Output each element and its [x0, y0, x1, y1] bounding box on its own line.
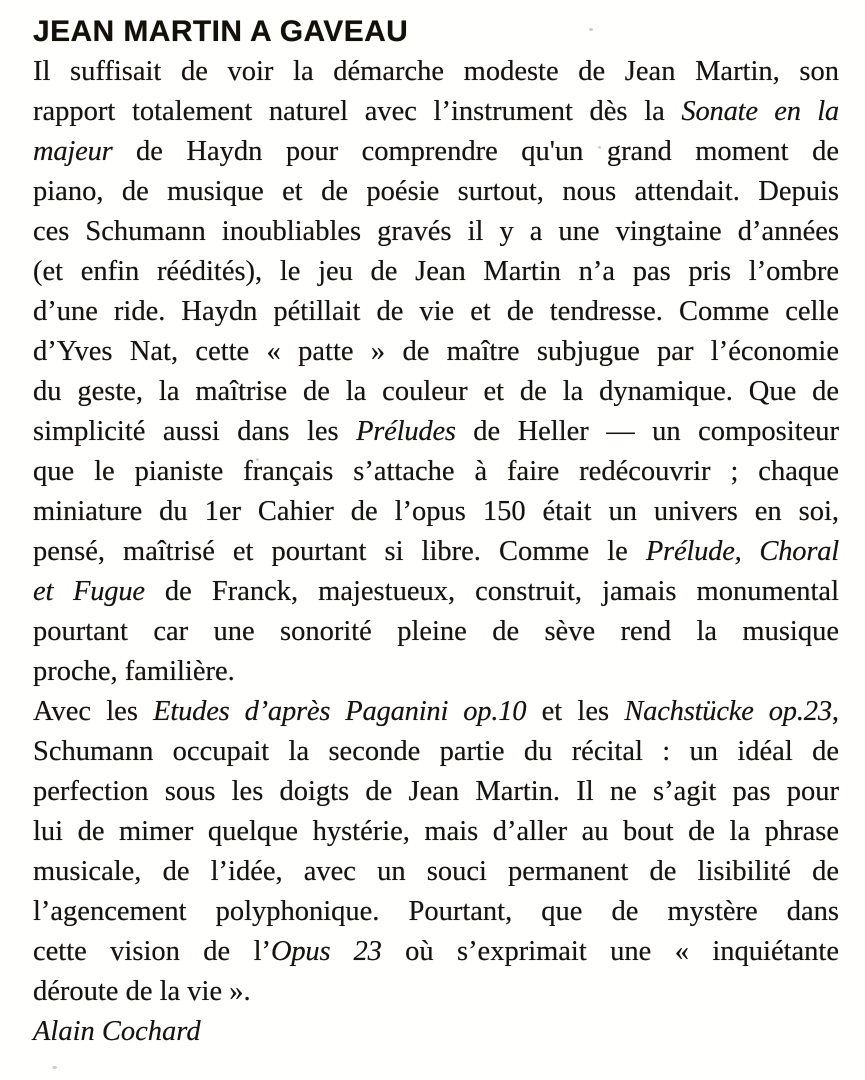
work-title-italic: et Fugue — [33, 576, 145, 607]
text-line — [33, 92, 839, 132]
text-line — [33, 372, 839, 412]
text-segment: du geste, la maîtrise de la couleur et de la dynamique. Que de — [33, 376, 839, 407]
text-segment: que le pianiste français s’attache à faire redécouvrir ; chaque — [33, 456, 839, 487]
text-line — [33, 172, 839, 212]
work-title-italic: Sonate en la — [681, 96, 839, 127]
work-title-italic: Préludes — [356, 416, 456, 447]
text-segment: où s’exprimait une « inquiétante — [381, 936, 839, 967]
text-segment: et les — [526, 696, 625, 727]
text-segment: déroute de la vie ». — [33, 976, 251, 1007]
text-line — [33, 412, 839, 452]
text-segment: perfection sous les doigts de Jean Martin. Il ne s’agit pas pour — [33, 776, 839, 807]
article-title: JEAN MARTIN A GAVEAU — [33, 15, 409, 48]
text-segment: simplicité aussi dans les — [33, 416, 357, 447]
text-segment: musicale, de l’idée, avec un souci permanent de lisibilité de — [33, 856, 839, 887]
text-line — [33, 532, 839, 572]
scan-speck — [256, 458, 259, 461]
text-segment: pourtant car une sonorité pleine de sève rend la musique — [33, 616, 839, 647]
text-segment: piano, de musique et de poésie surtout, nous attendait. Depuis — [33, 176, 839, 207]
paragraph — [33, 692, 839, 1012]
work-title-italic: Etudes d’après Paganini op.10 — [153, 696, 527, 727]
text-segment: rapport totalement naturel avec l’instrument dès la — [33, 96, 682, 127]
text-segment: lui de mimer quelque hystérie, mais d’aller au bout de la phrase — [33, 816, 839, 847]
text-line — [33, 212, 839, 252]
text-segment: d’une ride. Haydn pétillait de vie et de tendresse. Comme celle — [33, 296, 839, 327]
text-segment: ces Schumann inoubliables gravés il y a une vingtaine d’années — [33, 216, 839, 247]
text-line — [33, 132, 839, 172]
scan-speck — [598, 146, 601, 149]
text-segment: de Heller — un compositeur — [455, 416, 839, 447]
text-line — [33, 492, 839, 532]
scan-speck — [589, 28, 593, 31]
text-segment: Il suffisait de voir la démarche modeste de Jean Martin, son — [33, 56, 839, 87]
article-body — [33, 52, 839, 1012]
text-segment: d’Yves Nat, cette « patte » de maître subjugue par l’économie — [33, 336, 839, 367]
paragraph — [33, 52, 839, 692]
text-segment: Schumann occupait la seconde partie du récital : un idéal de — [33, 736, 839, 767]
text-line — [33, 932, 839, 972]
text-line — [33, 892, 839, 932]
text-line — [33, 692, 839, 732]
work-title-italic: Nachstücke op.23 — [624, 696, 832, 727]
text-segment: de Franck, majestueux, construit, jamais monumental — [144, 576, 839, 607]
text-segment: miniature du 1er Cahier de l’opus 150 était un univers en soi, — [33, 496, 839, 527]
text-segment: Avec les — [33, 696, 154, 727]
text-line — [33, 292, 839, 332]
text-segment: (et enfin réédités), le jeu de Jean Martin n’a pas pris l’ombre — [33, 256, 839, 287]
text-line — [33, 612, 839, 652]
scan-speck — [52, 1066, 57, 1069]
text-line — [33, 972, 839, 1012]
text-segment: de Haydn pour comprendre qu'un grand moment de — [112, 136, 839, 167]
text-segment: , — [831, 696, 840, 727]
work-title-italic: Opus 23 — [270, 936, 382, 967]
text-line — [33, 452, 839, 492]
text-segment: proche, familière. — [33, 656, 235, 687]
text-segment: pensé, maîtrisé et pourtant si libre. Comme le — [33, 536, 646, 567]
text-line — [33, 852, 839, 892]
text-segment: cette vision de l’ — [33, 936, 271, 967]
text-segment: l’agencement polyphonique. Pourtant, que de mystère dans — [33, 896, 839, 927]
text-line — [33, 332, 839, 372]
text-line — [33, 252, 839, 292]
text-line — [33, 812, 839, 852]
text-line — [33, 732, 839, 772]
text-line — [33, 572, 839, 612]
text-line — [33, 652, 839, 692]
text-line — [33, 52, 839, 92]
author-signature: Alain Cochard — [33, 1016, 201, 1047]
work-title-italic: Prélude, Choral — [645, 536, 839, 567]
work-title-italic: majeur — [33, 136, 113, 167]
text-line — [33, 772, 839, 812]
